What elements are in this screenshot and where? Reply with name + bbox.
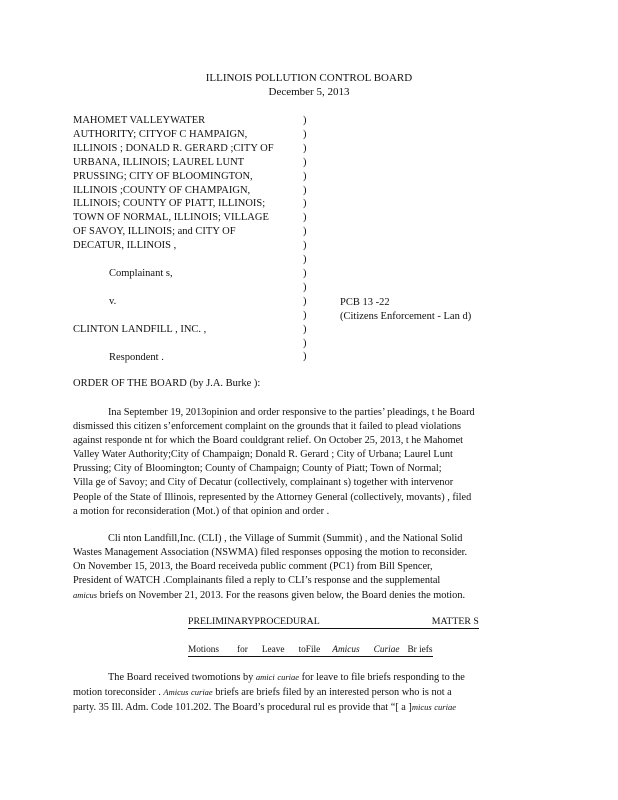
caption-bracket-column — [303, 114, 311, 364]
bracket: ) — [303, 198, 307, 210]
paragraph-line: dismissed this citizen s’enforcement complaint on the grounds that it failed to plead violations — [73, 421, 462, 433]
subheading-word: Curiae — [373, 645, 400, 655]
bracket: ) — [303, 156, 307, 168]
paragraph-line: Ina September 19, 2013opinion and order responsive to the parties’ pleadings, t he Board — [108, 407, 475, 418]
bracket: ) — [303, 212, 307, 224]
text-run: The Board received twomotions by — [108, 672, 256, 683]
paragraph-line-text: briefs on November 21, 2013. For the reasons given below, the Board denies the motion. — [97, 590, 466, 602]
subheading-word: for — [237, 645, 248, 655]
subheading-word: Amicus — [332, 645, 360, 655]
caption-line: URBANA, ILLINOIS; LAUREL LUNT — [73, 156, 245, 168]
text-run: motion toreconsider . — [73, 687, 164, 699]
bracket: ) — [303, 337, 307, 349]
paragraph-responses — [73, 532, 533, 603]
paragraph-line: On November 15, 2013, the Board receiveda public comment (PC1) from Bill Spencer, — [73, 561, 433, 573]
subheading-word: toFile — [298, 645, 321, 655]
paragraph-line: Villa ge of Savoy; and City of Decatur (collectively, complainant s) together with intervenor — [73, 477, 454, 489]
case-caption-parties — [73, 114, 303, 253]
board-title: ILLINOIS POLLUTION CONTROL BOARD — [205, 72, 413, 84]
bracket: ) — [303, 309, 307, 321]
paragraph-line: People of the State of Illinois, represented by the Attorney General (collectively, movants) , filed — [73, 491, 472, 503]
order-heading: ORDER OF THE BOARD (by J.A. Burke ): — [73, 378, 261, 389]
italic-run: curiae — [434, 702, 456, 713]
paragraph-line: against responde nt for which the Board couldgrant relief. On October 25, 2013, t he Mahomet — [73, 435, 464, 447]
caption-line: ILLINOIS; COUNTY OF PIATT, ILLINOIS; — [73, 198, 266, 210]
versus-label: v. — [109, 296, 117, 307]
respondent-name: CLINTON LANDFILL , INC. , — [73, 324, 207, 335]
paragraph-line: Wastes Management Association (NSWMA) filed responses opposing the motion to reconsider. — [73, 547, 468, 559]
italic-run: curiae — [277, 672, 300, 682]
bracket: ) — [303, 281, 307, 293]
caption-line: TOWN OF NORMAL, ILLINOIS; VILLAGE — [73, 212, 269, 224]
bracket: ) — [303, 240, 307, 252]
paragraph-line: Prussing; City of Bloomington; County of Champaign; County of Piatt; Town of Normal; — [73, 463, 442, 475]
text-run: for leave to file briefs responding to the — [299, 672, 465, 683]
italic-run: Amicus — [163, 687, 189, 698]
caption-line: MAHOMET VALLEYWATER — [73, 115, 206, 126]
caption-line: ILLINOIS ;COUNTY OF CHAMPAIGN, — [73, 184, 251, 196]
paragraph-line: Valley Water Authority;City of Champaign; Donald R. Gerard ; City of Urbana; Laurel Lunt — [73, 449, 453, 461]
paragraph-line — [73, 700, 533, 715]
bracket: ) — [303, 323, 307, 335]
bracket: ) — [303, 128, 307, 140]
text-run: party. 35 Ill. Adm. Code 101.202. The Board’s procedural rul es provide that “[ a ] — [73, 702, 412, 714]
italic-run: amici — [255, 672, 275, 682]
paragraph-background — [73, 406, 533, 519]
case-number: PCB 13 -22 — [340, 297, 390, 308]
section-heading-left-text: PRELIMINARYPROCEDURAL — [188, 616, 320, 627]
bracket: ) — [303, 254, 307, 266]
paragraph-line — [73, 670, 533, 685]
paragraph-amicus — [73, 670, 533, 715]
section-heading-left — [188, 616, 479, 629]
paragraph-line — [73, 685, 533, 700]
bracket: ) — [303, 115, 307, 126]
paragraph-line: Cli nton Landfill,Inc. (CLI) , the Village of Summit (Summit) , and the National Solid — [108, 533, 463, 544]
italic-run: curiae — [190, 687, 213, 698]
case-type: (Citizens Enforcement - Lan d) — [340, 311, 472, 322]
complainants-label: Complainant s, — [109, 268, 173, 279]
paragraph-line — [73, 588, 533, 603]
subheading — [188, 644, 433, 656]
amicus-italic: amicus — [73, 590, 98, 601]
text-run: briefs are briefs filed by an interested person who is not a — [212, 687, 452, 699]
italic-run: micus — [411, 702, 432, 713]
section-heading-right-text: MATTER S — [431, 616, 479, 627]
paragraph-line: President of WATCH .Complainants filed a reply to CLI’s response and the supplemental — [73, 575, 441, 587]
bracket: ) — [303, 142, 307, 154]
bracket: ) — [303, 295, 307, 307]
caption-line: OF SAVOY, ILLINOIS; and CITY OF — [73, 226, 236, 238]
bracket: ) — [303, 351, 307, 363]
order-date: December 5, 2013 — [268, 86, 350, 98]
caption-line: PRUSSING; CITY OF BLOOMINGTON, — [73, 170, 253, 182]
subheading-underlined — [188, 645, 433, 657]
subheading-word: Br iefs — [407, 645, 433, 655]
subheading-word: Motions — [188, 645, 219, 655]
caption-line: DECATUR, ILLINOIS , — [73, 240, 177, 252]
caption-line: ILLINOIS ; DONALD R. GERARD ;CITY OF — [73, 142, 274, 154]
subheading-word: Leave — [261, 645, 285, 655]
bracket: ) — [303, 226, 307, 238]
paragraph-line: a motion for reconsideration (Mot.) of that opinion and order . — [73, 505, 330, 517]
caption-line: AUTHORITY; CITYOF C HAMPAIGN, — [73, 128, 248, 140]
bracket: ) — [303, 267, 307, 279]
respondent-label: Respondent . — [109, 352, 164, 363]
section-heading — [188, 616, 479, 628]
bracket: ) — [303, 170, 307, 182]
bracket: ) — [303, 184, 307, 196]
